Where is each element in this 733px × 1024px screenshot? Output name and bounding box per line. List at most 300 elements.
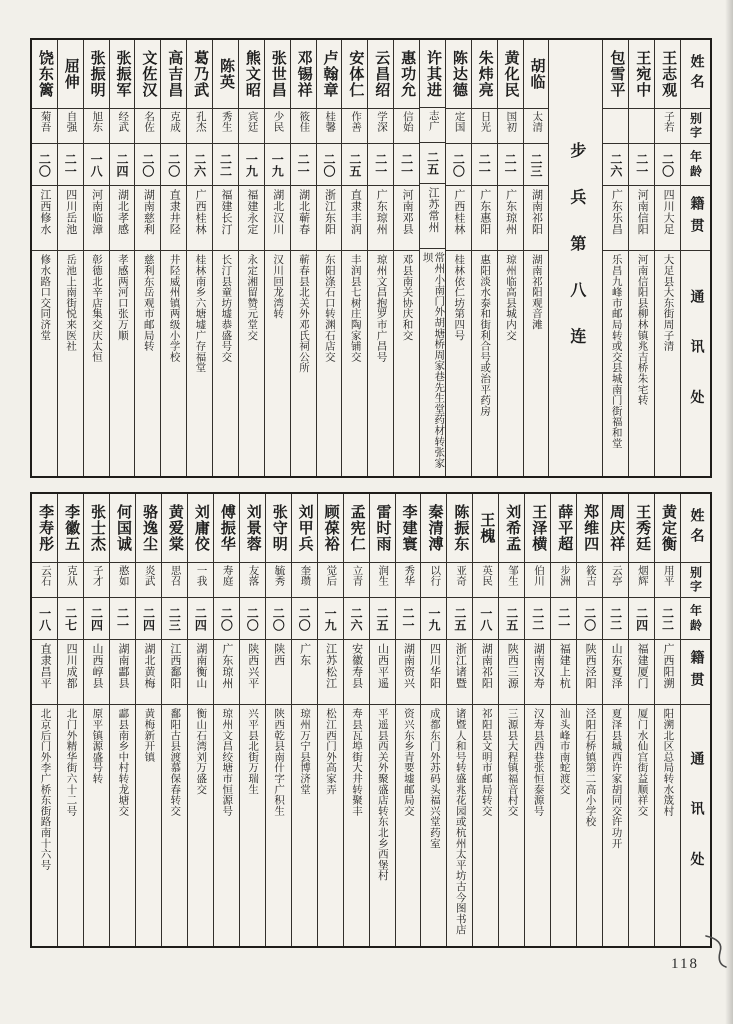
mailing-address: 黄梅新开镇	[143, 708, 155, 762]
mailing-address-cell	[32, 251, 57, 476]
native-place: 陕西泾阳	[584, 643, 597, 689]
mailing-address: 汕头峰市南蛇渡交	[558, 708, 570, 795]
roster-table-top	[30, 38, 712, 478]
courtesy-name: 邹生	[507, 565, 519, 586]
person-column	[109, 40, 135, 476]
age-cell	[655, 598, 680, 640]
courtesy-name: 思召	[169, 565, 181, 586]
person-name: 雷时雨	[374, 504, 391, 552]
person-name: 秦清溥	[426, 504, 443, 552]
native-place: 广西阳溯	[662, 643, 675, 689]
person-name: 张振明	[88, 50, 105, 98]
person-column	[134, 40, 160, 476]
native-place: 福建永定	[245, 189, 258, 235]
age-value: 二〇	[140, 152, 155, 177]
person-name: 胡临	[528, 58, 545, 90]
person-name-cell	[240, 494, 265, 563]
mailing-address-cell	[498, 251, 523, 476]
person-name: 黄定衡	[660, 504, 677, 552]
age-value: 二〇	[166, 152, 181, 177]
courtesy-name-cell	[266, 563, 291, 598]
courtesy-name-cell	[472, 109, 497, 144]
mailing-address: 岳池上南街悦来医社	[65, 254, 77, 352]
courtesy-name-cell	[161, 109, 186, 144]
person-name: 郑维四	[582, 504, 599, 552]
age-cell	[187, 144, 212, 186]
native-place-cell	[421, 640, 446, 705]
courtesy-name-cell	[214, 563, 239, 598]
age-value: 一八	[478, 606, 493, 631]
person-column	[341, 40, 367, 476]
header-address-cell	[681, 705, 710, 946]
age-value: 二六	[608, 152, 623, 177]
age-cell	[446, 144, 471, 186]
mailing-address: 常州小南门外胡塘桥周家巷先生堂药材转张家坝	[421, 251, 445, 468]
person-name-cell	[629, 40, 654, 109]
person-name: 文佐汉	[140, 50, 157, 98]
courtesy-name-cell	[292, 563, 317, 598]
courtesy-name: 秀生	[220, 111, 232, 132]
person-name-cell	[655, 40, 680, 109]
mailing-address-cell	[472, 251, 497, 476]
native-place-cell	[394, 186, 419, 251]
native-place-cell	[84, 640, 109, 705]
person-name-cell	[629, 494, 654, 563]
header-name-label: 姓名	[688, 507, 704, 549]
age-cell	[292, 598, 317, 640]
mailing-address: 湖南祁阳观音滩	[530, 254, 542, 330]
header-courtesy-cell	[681, 109, 710, 144]
courtesy-name-cell	[629, 563, 654, 598]
courtesy-name-cell	[473, 563, 498, 598]
person-name: 李建寰	[400, 504, 417, 552]
person-name-cell	[162, 494, 187, 563]
person-column	[472, 494, 498, 946]
native-place: 四川华阳	[428, 643, 441, 689]
mailing-address: 北京后门外李广桥东街路南十六号	[39, 708, 51, 870]
age-value: 一八	[37, 606, 52, 631]
person-column	[654, 40, 680, 476]
person-name: 云昌绍	[373, 50, 390, 98]
age-value: 二一	[399, 152, 414, 177]
person-name-cell	[135, 40, 160, 109]
native-place-cell	[188, 640, 213, 705]
person-name: 张士杰	[89, 504, 106, 552]
person-name: 朱炜亮	[476, 50, 493, 98]
courtesy-name-cell	[498, 109, 523, 144]
courtesy-name-cell	[368, 109, 393, 144]
mailing-address: 河南信阳县柳林镇兆吉桥朱宅转	[636, 254, 648, 406]
native-place-cell	[32, 640, 57, 705]
courtesy-name: 秀华	[403, 565, 415, 586]
courtesy-name-cell	[577, 563, 602, 598]
header-age-cell	[681, 144, 710, 186]
native-place: 湖北汉川	[271, 189, 284, 235]
person-name: 张世昌	[269, 50, 286, 98]
mailing-address-cell	[110, 251, 135, 476]
mailing-address-cell	[240, 705, 265, 946]
person-column	[316, 40, 342, 476]
age-cell	[655, 144, 680, 186]
mailing-address: 琼州临高县城内交	[504, 254, 516, 341]
person-name-cell	[655, 494, 680, 563]
person-name: 惠功允	[399, 50, 416, 98]
native-place: 广西桂林	[194, 189, 207, 235]
age-value: 二五	[425, 151, 440, 176]
mailing-address-cell	[499, 705, 524, 946]
age-cell	[265, 144, 290, 186]
courtesy-name: 一我	[195, 565, 207, 586]
native-place: 陕西	[272, 643, 285, 666]
mailing-address: 琼州文昌绞塘市恒源号	[221, 708, 233, 816]
section-label: 步兵第八连	[567, 142, 585, 374]
courtesy-name-cell	[135, 109, 160, 144]
person-name-cell	[603, 494, 628, 563]
mailing-address: 丰润县七树庄陶家铺交	[349, 254, 361, 362]
courtesy-name: 克从	[65, 565, 77, 586]
age-cell	[525, 598, 550, 640]
native-place: 江西鄱阳	[168, 643, 181, 689]
person-column	[393, 40, 419, 476]
age-value: 二五	[375, 606, 390, 631]
mailing-address-cell	[629, 251, 654, 476]
person-column	[239, 494, 265, 946]
native-place: 直隶昌平	[39, 643, 52, 689]
mailing-address: 乐昌九峰市邮局转或交县城南门街福和堂	[610, 254, 622, 449]
native-place: 江苏常州	[426, 187, 439, 234]
age-value: 二四	[634, 606, 649, 631]
native-place-cell	[420, 184, 445, 248]
header-age-cell	[681, 598, 710, 640]
person-column	[419, 40, 445, 476]
person-name: 邓锡祥	[295, 50, 312, 98]
person-name-cell	[420, 40, 445, 108]
courtesy-name-cell	[524, 109, 549, 144]
courtesy-name-cell	[265, 109, 290, 144]
native-place: 江西修水	[38, 189, 51, 235]
person-column	[57, 40, 83, 476]
age-cell	[239, 144, 264, 186]
mailing-address-cell	[655, 705, 680, 946]
age-value: 二二	[530, 606, 545, 631]
mailing-address-cell	[603, 251, 628, 476]
courtesy-name: 以行	[429, 565, 441, 586]
person-name-cell	[239, 40, 264, 109]
person-name: 张振军	[114, 50, 131, 98]
person-column	[186, 40, 212, 476]
age-value: 二〇	[451, 152, 466, 177]
mailing-address-cell	[162, 705, 187, 946]
age-cell	[84, 144, 109, 186]
courtesy-name-cell	[447, 563, 472, 598]
person-column	[317, 494, 343, 946]
mailing-address: 鄱阳古县渡慕保春转交	[169, 708, 181, 816]
roster-table-bottom	[30, 492, 712, 948]
native-place-cell	[187, 186, 212, 251]
person-name-cell	[32, 40, 57, 109]
person-name: 顾葆裕	[322, 504, 339, 552]
age-value: 一九	[426, 606, 441, 631]
courtesy-name-cell	[655, 109, 680, 144]
age-cell	[317, 144, 342, 186]
native-place: 湖南衡山	[194, 643, 207, 689]
person-name-cell	[368, 40, 393, 109]
native-place-cell	[344, 640, 369, 705]
courtesy-name: 用平	[662, 565, 674, 586]
mailing-address: 兴平县北街万瑞生	[247, 708, 259, 795]
native-place: 福建长汀	[219, 189, 232, 235]
age-value: 二六	[349, 606, 364, 631]
header-origin-label: 籍贯	[688, 649, 704, 695]
courtesy-name: 定国	[453, 111, 465, 132]
person-column	[265, 494, 291, 946]
native-place-cell	[317, 186, 342, 251]
mailing-address-cell	[161, 251, 186, 476]
courtesy-name: 旭东	[91, 111, 103, 132]
mailing-address-cell	[342, 251, 367, 476]
person-column	[32, 40, 57, 476]
person-name: 王志观	[660, 50, 677, 98]
mailing-address-cell	[266, 705, 291, 946]
mailing-address: 邓县南关协庆和交	[401, 254, 413, 341]
person-name: 卢翰章	[321, 50, 338, 98]
courtesy-name: 子若	[662, 111, 674, 132]
mailing-address: 阳溯北区总局转水筬村	[662, 708, 674, 816]
person-name-cell	[577, 494, 602, 563]
age-cell	[58, 598, 83, 640]
person-column	[291, 494, 317, 946]
age-value: 二〇	[297, 606, 312, 631]
mailing-address-cell	[396, 705, 421, 946]
age-cell	[498, 144, 523, 186]
person-column	[395, 494, 421, 946]
age-value: 二〇	[660, 152, 675, 177]
person-name-cell	[136, 494, 161, 563]
person-column	[498, 494, 524, 946]
age-cell	[421, 598, 446, 640]
native-place: 陕西三源	[506, 643, 519, 689]
native-place: 广东惠阳	[478, 189, 491, 235]
header-name-cell	[681, 40, 710, 109]
mailing-address: 祁阳县文明市邮局转交	[480, 708, 492, 816]
mailing-address: 琼州万宁县博济堂	[299, 708, 311, 795]
age-cell	[473, 598, 498, 640]
native-place-cell	[472, 186, 497, 251]
native-place-cell	[525, 640, 550, 705]
mailing-address: 长汀县童坊墟恭盛号交	[220, 254, 232, 362]
courtesy-name: 憨如	[117, 565, 129, 586]
header-courtesy-label: 别字	[688, 112, 703, 140]
courtesy-name: 筱吉	[584, 565, 596, 586]
age-value: 二一	[503, 152, 518, 177]
person-name: 李徽五	[63, 504, 80, 552]
person-name-cell	[161, 40, 186, 109]
age-value: 二二	[218, 152, 233, 177]
courtesy-name-cell	[239, 109, 264, 144]
person-name-cell	[84, 494, 109, 563]
age-cell	[342, 144, 367, 186]
mailing-address: 桂林南乡六塘墟广存福堂	[194, 254, 206, 373]
age-value: 二四	[193, 606, 208, 631]
mailing-address: 成都东门外苏码头福兴堂药室	[428, 708, 440, 849]
person-name-cell	[58, 494, 83, 563]
person-name: 王泽横	[530, 504, 547, 552]
person-name-cell	[292, 494, 317, 563]
native-place: 河南邓县	[401, 189, 414, 235]
person-column	[576, 494, 602, 946]
age-cell	[396, 598, 421, 640]
courtesy-name-cell	[110, 109, 135, 144]
native-place: 广东乐昌	[610, 189, 623, 235]
person-name: 包雪平	[608, 50, 625, 98]
courtesy-name: 少民	[272, 111, 284, 132]
age-value: 二二	[660, 606, 675, 631]
courtesy-name: 菊吾	[39, 111, 51, 132]
courtesy-name: 志广	[427, 110, 439, 132]
native-place-cell	[603, 640, 628, 705]
age-cell	[162, 598, 187, 640]
courtesy-name: 日光	[479, 111, 491, 132]
person-name-cell	[524, 40, 549, 109]
mailing-address: 东阳涤石口转渊石店交	[323, 254, 335, 362]
age-cell	[188, 598, 213, 640]
courtesy-name: 润生	[377, 565, 389, 586]
age-value: 二七	[63, 606, 78, 631]
person-name: 高吉昌	[166, 50, 183, 98]
age-value: 二六	[192, 152, 207, 177]
mailing-address-cell	[370, 705, 395, 946]
age-cell	[58, 144, 83, 186]
courtesy-name: 桂馨	[324, 111, 336, 132]
person-name-cell	[344, 494, 369, 563]
person-name-cell	[603, 40, 628, 109]
native-place-cell	[32, 186, 57, 251]
age-value: 二〇	[37, 152, 52, 177]
age-cell	[318, 598, 343, 640]
person-column	[445, 40, 471, 476]
age-cell	[135, 144, 160, 186]
person-name-cell	[265, 40, 290, 109]
courtesy-name: 孔杰	[194, 111, 206, 132]
age-cell	[394, 144, 419, 186]
person-name-cell	[110, 40, 135, 109]
courtesy-name: 云亭	[610, 565, 622, 586]
courtesy-name: 烟辉	[636, 565, 648, 586]
mailing-address-cell	[420, 249, 445, 476]
mailing-address: 修水路口交同济堂	[39, 254, 51, 341]
mailing-address: 厦门水仙宫街益顺祥交	[636, 708, 648, 816]
mailing-address-cell	[292, 705, 317, 946]
native-place: 陕西兴平	[246, 643, 259, 689]
mailing-address-cell	[84, 705, 109, 946]
mailing-address-cell	[473, 705, 498, 946]
native-place-cell	[84, 186, 109, 251]
native-place: 江苏松江	[324, 643, 337, 689]
native-place-cell	[499, 640, 524, 705]
header-address-cell	[681, 251, 710, 476]
mailing-address: 平遥县西关外聚盛店转东北乡西堡村	[376, 708, 388, 881]
courtesy-name-cell	[213, 109, 238, 144]
age-value: 二一	[373, 152, 388, 177]
age-cell	[136, 598, 161, 640]
native-place: 湖南酃县	[117, 643, 129, 689]
mailing-address: 永定湘留赞元堂交	[246, 254, 258, 341]
mailing-address-cell	[344, 705, 369, 946]
person-name: 屈伸	[62, 58, 79, 90]
native-place-cell	[446, 186, 471, 251]
mailing-address-cell	[525, 705, 550, 946]
age-value: 二一	[556, 606, 571, 631]
courtesy-name: 名佐	[143, 111, 155, 132]
native-place: 广东琼州	[375, 189, 388, 235]
header-name-label: 姓名	[688, 53, 704, 95]
native-place: 浙江东阳	[323, 189, 336, 235]
native-place: 四川岳池	[64, 189, 77, 235]
person-name: 刘甲兵	[296, 504, 313, 552]
age-cell	[213, 144, 238, 186]
person-name-cell	[421, 494, 446, 563]
person-name: 傅振华	[218, 504, 235, 552]
person-name: 薛平超	[556, 504, 573, 552]
person-column	[264, 40, 290, 476]
age-value: 二一	[634, 152, 649, 177]
mailing-address-cell	[188, 705, 213, 946]
native-place-cell	[135, 186, 160, 251]
person-name: 饶东篱	[36, 50, 53, 98]
age-cell	[577, 598, 602, 640]
courtesy-name-cell	[499, 563, 524, 598]
courtesy-name-cell	[421, 563, 446, 598]
person-name-cell	[446, 40, 471, 109]
mailing-address-cell	[394, 251, 419, 476]
mailing-address: 衡山石湾刘万盛交	[195, 708, 207, 795]
header-name-cell	[681, 494, 710, 563]
person-name: 熊文昭	[243, 50, 260, 98]
age-value: 二五	[347, 152, 362, 177]
mailing-address: 桂林依仁坊第四号	[453, 254, 465, 341]
native-place: 山东夏泽	[610, 643, 623, 689]
age-value: 二一	[63, 152, 78, 177]
person-name: 刘希孟	[504, 504, 521, 552]
person-name-cell	[473, 494, 498, 563]
courtesy-name: 云石	[39, 565, 51, 586]
courtesy-name: 步洲	[558, 565, 570, 586]
person-name: 黄化民	[502, 50, 519, 98]
courtesy-name-cell	[603, 109, 628, 144]
person-column	[160, 40, 186, 476]
person-column	[135, 494, 161, 946]
person-column	[83, 494, 109, 946]
courtesy-name-cell	[84, 563, 109, 598]
person-name-cell	[318, 494, 343, 563]
age-cell	[266, 598, 291, 640]
person-column	[32, 494, 57, 946]
person-name-cell	[187, 40, 212, 109]
person-column	[602, 40, 628, 476]
native-place-cell	[318, 640, 343, 705]
mailing-address-cell	[58, 251, 83, 476]
mailing-address: 松江西门外高家弄	[325, 708, 336, 795]
mailing-address-cell	[214, 705, 239, 946]
mailing-address-cell	[446, 251, 471, 476]
courtesy-name: 宾廷	[246, 111, 258, 132]
person-name: 刘庸佼	[192, 504, 209, 552]
native-place-cell	[213, 186, 238, 251]
mailing-address-cell	[524, 251, 549, 476]
courtesy-name: 毓秀	[273, 565, 285, 586]
person-column	[602, 494, 628, 946]
age-value: 二五	[452, 606, 467, 631]
